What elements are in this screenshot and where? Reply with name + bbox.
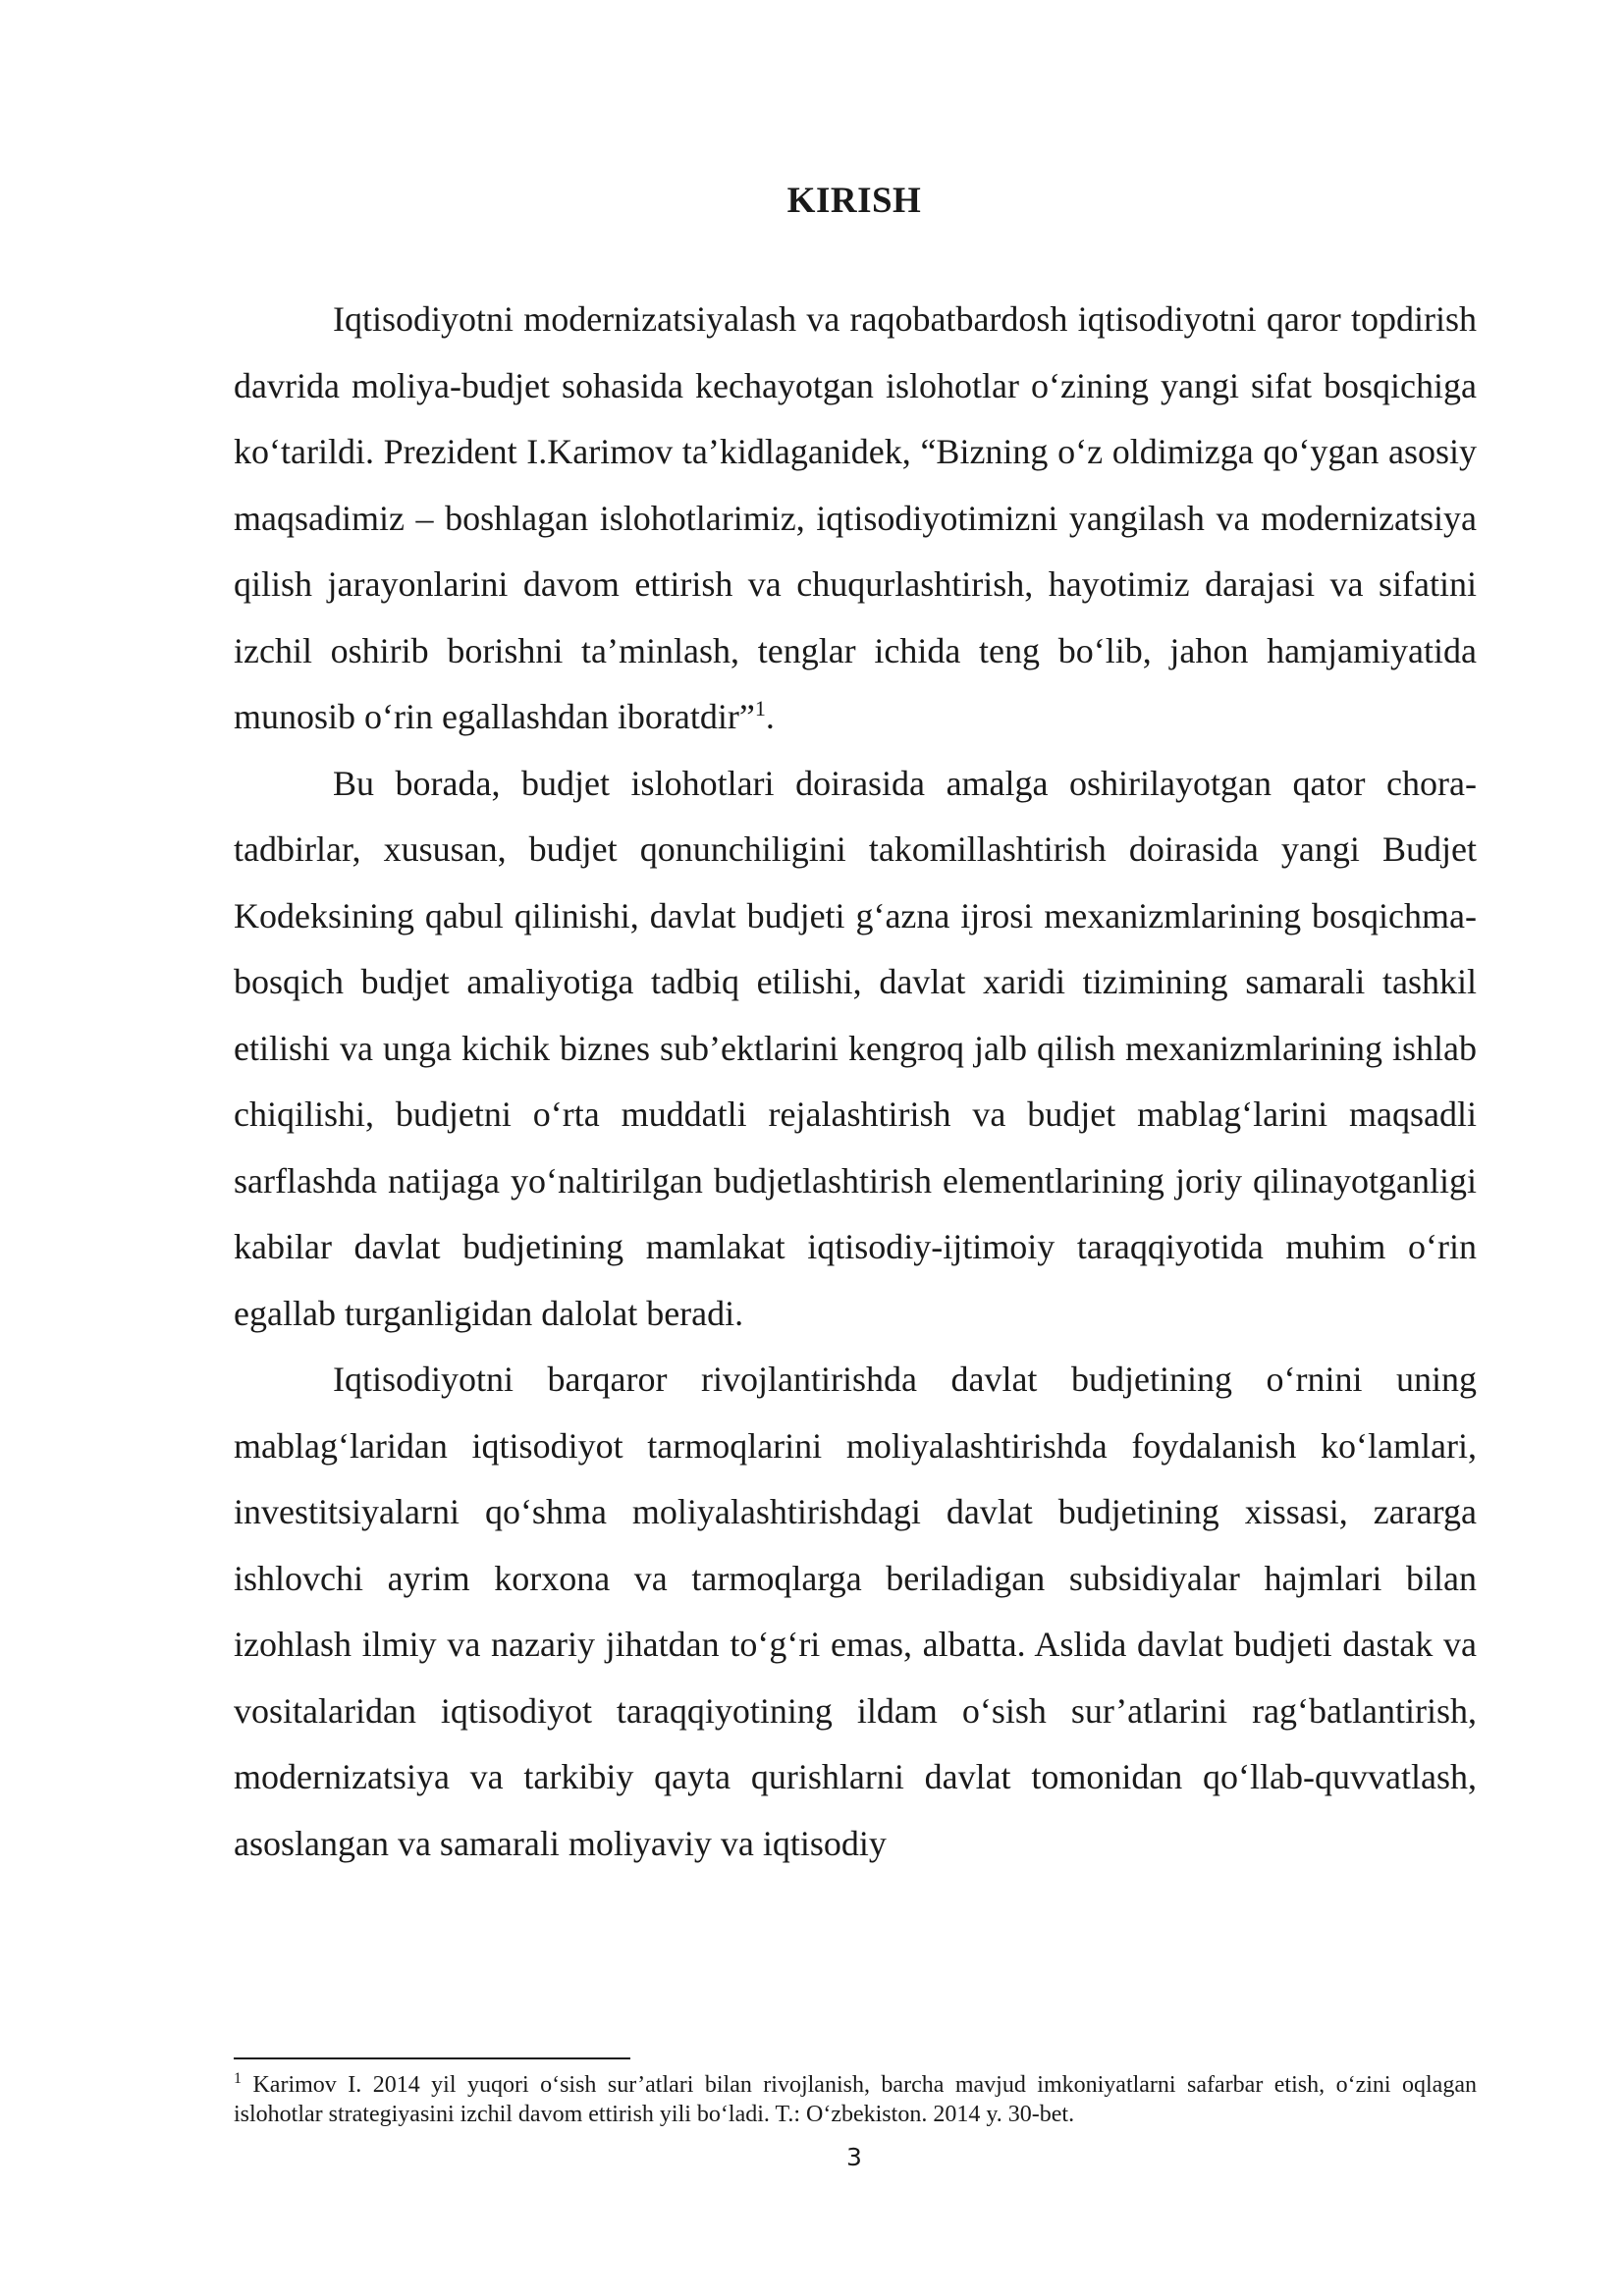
paragraph-1-text: Iqtisodiyotni modernizatsiyalash va raqobatbardosh iqtisodiyotni qaror topdirish davrida moliya-budjet sohasida kechayotgan islohotlar o‘zining yangi sifat bosqichiga ko‘tarildi. Prezident I.Karimov ta’kidlaganidek, “Bizning o‘z oldimizga qo‘ygan asosiy maqsadimiz – boshlagan islohotlarimiz, iqtisodiyotimizni yangilash va modernizatsiya qilish jarayonlarini davom ettirish va chuqurlashtirish, hayotimiz darajasi va sifatini izchil oshirib borishni ta’minlash, tenglar ichida teng bo‘lib, jahon hamjamiyatida munosib o‘rin egallashdan iboratdir” bbox=[234, 299, 1477, 736]
footnote-reference: 1 bbox=[754, 696, 766, 721]
footnote-divider bbox=[234, 2057, 630, 2059]
footnote-marker: 1 bbox=[234, 2070, 242, 2087]
page-number: 3 bbox=[846, 2143, 862, 2171]
paragraph-1 bbox=[234, 287, 1477, 751]
paragraph-2: Bu borada, budjet islohotlari doirasida amalga oshirilayotgan qator chora-tadbirlar, xususan, budjet qonunchiligini takomillashtirish doirasida yangi Budjet Kodeksining qabul qilinishi, davlat budjeti g‘azna ijrosi mexanizmlarining bosqichma-bosqich budjet amaliyotiga tadbiq etilishi, davlat xaridi tizimining samarali tashkil etilishi va unga kichik biznes sub’ektlarini kengroq jalb qilish mexanizmlarining ishlab chiqilishi, budjetni o‘rta muddatli rejalashtirish va budjet mablag‘larini maqsadli sarflashda natijaga yo‘naltirilgan budjetlashtirish elementlarining joriy qilinayotganligi kabilar davlat budjetining mamlakat iqtisodiy-ijtimoiy taraqqiyotida muhim o‘rin egallab turganligidan dalolat beradi. bbox=[234, 763, 1477, 1333]
main-text bbox=[234, 287, 1477, 1877]
paragraph-3: Iqtisodiyotni barqaror rivojlantirishda davlat budjetining o‘rnini uning mablag‘laridan iqtisodiyot tarmoqlarini moliyalashtirishda foydalanish ko‘lamlari, investitsiyalarni qo‘shma moliyalashtirishdagi davlat budjetining xissasi, zararga ishlovchi ayrim korxona va tarmoqlarga beriladigan subsidiyalar hajmlari bilan izohlash ilmiy va nazariy jihatdan to‘g‘ri emas, albatta. Aslida davlat budjeti dastak va vositalaridan iqtisodiyot taraqqiyotining ildam o‘sish sur’atlarini rag‘batlantirish, modernizatsiya va tarkibiy qayta qurishlarni davlat tomonidan qo‘llab-quvvatlash, asoslangan va samarali moliyaviy va iqtisodiy bbox=[234, 1360, 1477, 1863]
page-title: KIRISH bbox=[786, 180, 922, 221]
footnote bbox=[234, 2070, 1477, 2129]
paragraph-1-end: . bbox=[765, 697, 775, 736]
footnote-text: Karimov I. 2014 yil yuqori o‘sish sur’atlari bilan rivojlanish, barcha mavjud imkoniyatlarni safarbar etish, o‘zini oqlagan islohotlar strategiyasini izchil davom ettirish yili bo‘ladi. T.: O‘zbekiston. 2014 y. 30-bet. bbox=[234, 2072, 1477, 2127]
